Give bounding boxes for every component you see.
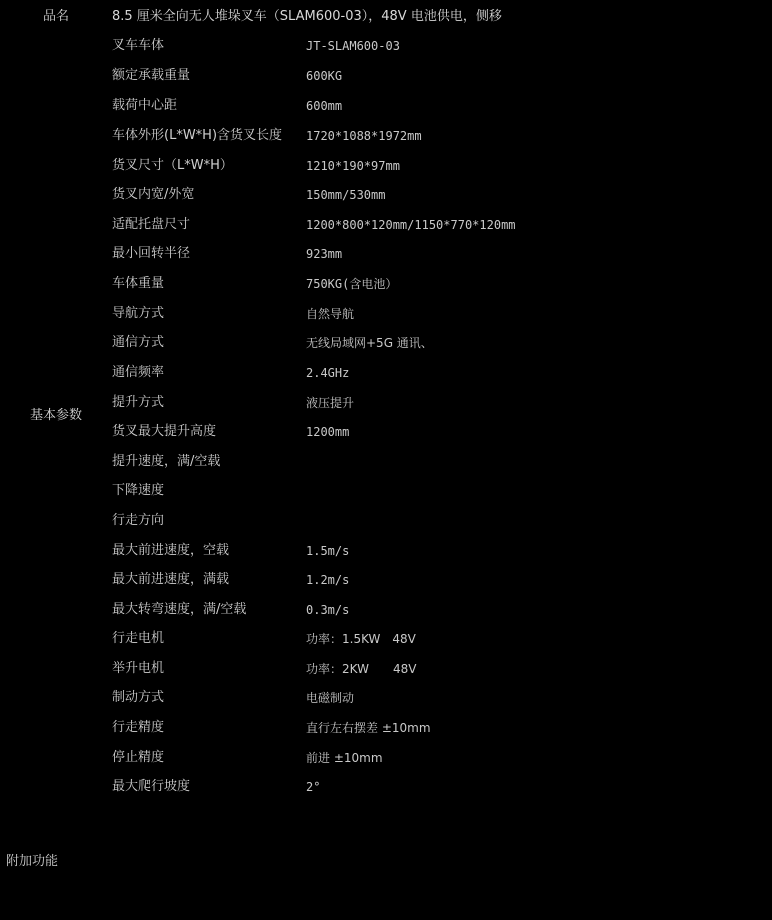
table-row: [0, 61, 772, 91]
product-name-label: 品名: [42, 9, 69, 24]
spec-name: 车体外形(L*W*H)含货叉长度: [112, 128, 283, 143]
spec-value: 1720*1088*1972mm: [306, 129, 422, 143]
spec-name: 停止精度: [112, 750, 165, 765]
table-row: [0, 210, 772, 240]
table-row: [0, 239, 772, 269]
spec-name: 叉车车体: [112, 38, 165, 53]
spec-value: 功率：1.5KW 48V: [306, 632, 416, 646]
spec-name: 最小回转半径: [112, 246, 191, 261]
spec-name: 额定承载重量: [112, 68, 191, 83]
table-row: [0, 772, 772, 802]
table-row: [0, 476, 772, 506]
spec-value: 923mm: [306, 247, 343, 261]
additional-functions-label: 附加功能: [6, 854, 59, 869]
spec-name: 行走电机: [112, 631, 165, 646]
spec-name: 提升速度，满/空载: [112, 454, 221, 469]
product-name-row: [0, 2, 772, 32]
table-row: [0, 121, 772, 151]
spec-value: 150mm/530mm: [306, 188, 386, 202]
spec-value: 0.3m/s: [306, 603, 350, 617]
table-row: [0, 713, 772, 743]
table-row: [0, 151, 772, 181]
spec-value: 1.2m/s: [306, 573, 350, 587]
spec-value: 自然导航: [306, 307, 355, 321]
table-row: [0, 683, 772, 713]
table-row: [0, 417, 772, 447]
table-row: [0, 180, 772, 210]
table-row: [0, 31, 772, 61]
table-row: [0, 654, 772, 684]
spec-value: JT-SLAM600-03: [306, 39, 400, 53]
table-row: [0, 388, 772, 418]
spec-name: 下降速度: [112, 483, 165, 498]
spec-name: 货叉尺寸（L*W*H）: [112, 158, 233, 173]
spec-name: 最大前进速度，空载: [112, 543, 230, 558]
table-row: [0, 624, 772, 654]
spec-name: 载荷中心距: [112, 98, 178, 113]
spec-name: 最大前进速度，满载: [112, 572, 230, 587]
spec-value: 750KG(含电池）: [306, 277, 398, 291]
spec-name: 行走精度: [112, 720, 165, 735]
table-row: [0, 91, 772, 121]
table-row: [0, 447, 772, 477]
spec-name: 通信方式: [112, 335, 165, 350]
spec-value: 液压提升: [306, 396, 355, 410]
table-row: [0, 595, 772, 625]
spec-value: 功率：2KW 48V: [306, 662, 417, 676]
spec-name: 最大转弯速度，满/空载: [112, 602, 247, 617]
spec-name: 适配托盘尺寸: [112, 217, 191, 232]
spec-name: 行走方向: [112, 513, 165, 528]
spec-name: 车体重量: [112, 276, 165, 291]
spec-value: 600KG: [306, 69, 343, 83]
table-row: [0, 565, 772, 595]
spec-value: 1200*800*120mm/1150*770*120mm: [306, 218, 516, 232]
spec-value: 1.5m/s: [306, 544, 350, 558]
table-row: [0, 743, 772, 773]
spec-name: 举升电机: [112, 661, 165, 676]
table-row: [0, 536, 772, 566]
spec-name: 制动方式: [112, 690, 165, 705]
table-row: [0, 299, 772, 329]
product-name-value: 8.5 厘米全向无人堆垛叉车（SLAM600-03），48V 电池供电，侧移: [112, 9, 502, 24]
spec-name: 提升方式: [112, 395, 165, 410]
spec-name: 通信频率: [112, 365, 165, 380]
spec-name: 最大爬行坡度: [112, 779, 191, 794]
spec-value: 1200mm: [306, 425, 350, 439]
spec-name: 货叉内宽/外宽: [112, 187, 195, 202]
spec-value: 2.4GHz: [306, 366, 350, 380]
spec-value: 2°: [306, 780, 321, 794]
table-row: [0, 506, 772, 536]
spec-value: 前进 ±10mm: [306, 751, 383, 765]
spec-value: 1210*190*97mm: [306, 159, 400, 173]
spec-name: 导航方式: [112, 306, 165, 321]
spec-value: 直行左右摆差 ±10mm: [306, 721, 431, 735]
spec-value: 600mm: [306, 99, 343, 113]
table-row: [0, 328, 772, 358]
table-row: [0, 269, 772, 299]
spec-value: 电磁制动: [306, 691, 355, 705]
table-row: [0, 358, 772, 388]
spec-value: 无线局域网+5G 通讯、: [306, 336, 433, 350]
section-label-basic-parameters: 基本参数: [29, 408, 82, 423]
spec-name: 货叉最大提升高度: [112, 424, 217, 439]
